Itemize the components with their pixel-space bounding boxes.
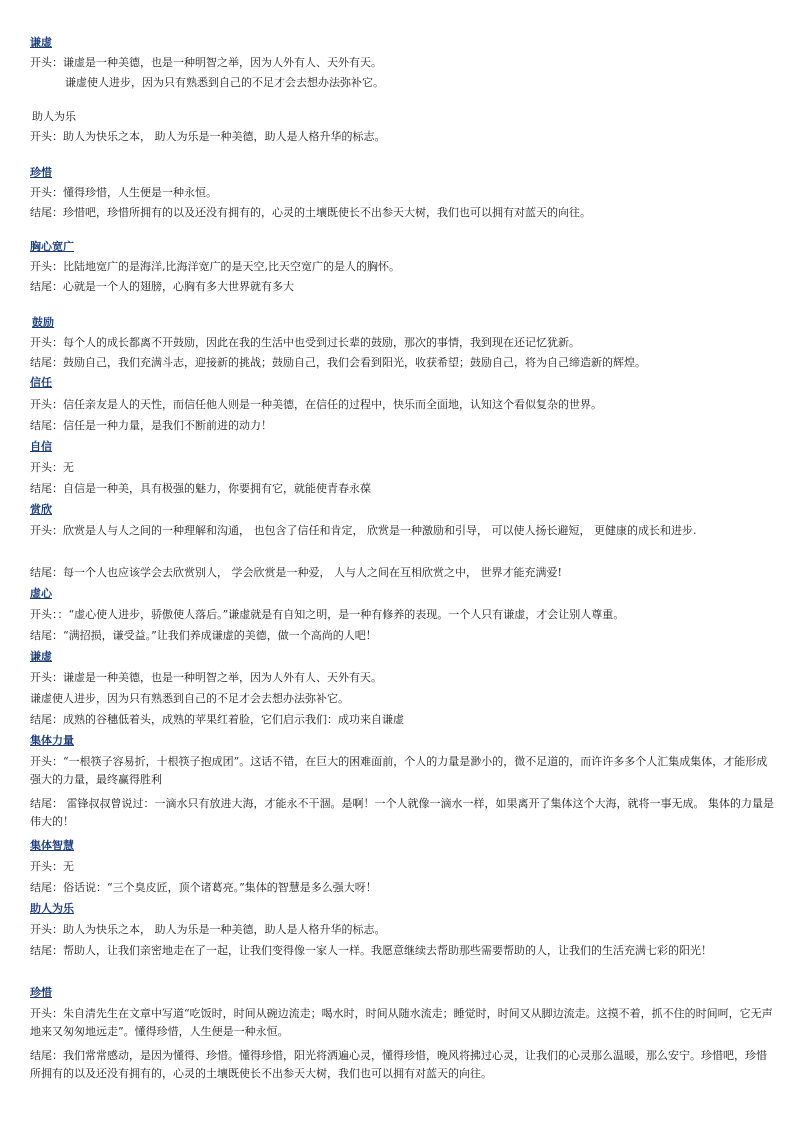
- closing-line: 结尾：我们常常感动，是因为懂得、珍惜。懂得珍惜，阳光将洒遍心灵，懂得珍惜，晚风将拂过心灵，让我们的心灵那么温暖，那么安宁。珍惜吧，珍惜所拥有的以及还没有拥有的，心灵的土壤既使长不出参天大树，我们也可以拥有对蓝天的向往。: [30, 1049, 767, 1080]
- closing-line: 结尾：帮助人，让我们亲密地走在了一起，让我们变得像一家人一样。我愿意继续去帮助那些需要帮助的人，让我们的生活充满七彩的阳光！: [30, 944, 712, 957]
- opening-line: 开头：信任亲友是人的天性，而信任他人则是一种美德，在信任的过程中，快乐而全面地，认知这个看似复杂的世界。: [30, 398, 602, 411]
- closing-line: 结尾：信任是一种力量，是我们不断前进的动力！: [30, 419, 272, 432]
- closing-line: 结尾：心就是一个人的翅膀，心胸有多大世界就有多大: [30, 280, 294, 293]
- closing-line: 结尾：鼓励自己，我们充满斗志，迎接新的挑战；鼓励自己，我们会看到阳光，收获希望；鼓励自己，将为自己缔造新的辉煌。: [30, 356, 646, 369]
- opening-line: 开头：谦虚是一种美德，也是一种明智之举，因为人外有人、天外有天。: [30, 56, 382, 69]
- heading-xinren: 信任: [30, 376, 52, 389]
- opening-line: 开头：比陆地宽广的是海洋,比海洋宽广的是天空,比天空宽广的是人的胸怀。: [30, 260, 400, 273]
- opening-line: 开头：欣赏是人与人之间的一种理解和沟通， 也包含了信任和肯定， 欣赏是一种激励和引导， 可以使人扬长避短， 更健康的成长和进步.: [30, 524, 697, 537]
- heading-zhurenweile: 助人为乐: [32, 110, 76, 123]
- opening-line: 开头：谦虚是一种美德，也是一种明智之举，因为人外有人、天外有天。: [30, 671, 382, 684]
- opening-line: 开头：朱自清先生在文章中写道“吃饭时，时间从碗边流走；喝水时，时间从随水流走；睡觉时，时间又从脚边流走。这摸不着，抓不住的时间呵，它无声地来又匆匆地远走”。懂得珍惜，人生便是一种永恒。: [30, 1007, 773, 1038]
- opening-line: 开头：每个人的成长都离不开鼓励，因此在我的生活中也受到过长辈的鼓励，那次的事情，我到现在还记忆犹新。: [30, 336, 580, 349]
- closing-line: 结尾：自信是一种美，具有极强的魅力，你要拥有它，就能使青春永葆: [30, 482, 371, 495]
- heading-xuxin: 虚心: [30, 587, 52, 600]
- opening-line: 开头：“一根筷子容易折，十根筷子抱成团”。这话不错，在巨大的困难面前，个人的力量是渺小的，微不足道的，而许许多多个人汇集成集体，才能形成强大的力量，最终赢得胜利: [30, 755, 768, 786]
- closing-line: 结尾：“满招损，谦受益。”让我们养成谦虚的美德，做一个高尚的人吧！: [30, 629, 377, 642]
- opening-line-continued: 谦虚使人进步，因为只有熟悉到自己的不足才会去想办法弥补它。: [65, 76, 384, 89]
- heading-zhenxi-2: 珍惜: [30, 986, 52, 999]
- opening-line: 开头：：“虚心使人进步，骄傲使人落后。”谦虚就是有自知之明，是一种有修养的表现。一个人只有谦虚，才会让别人尊重。: [30, 608, 625, 621]
- opening-line-continued: 谦虚使人进步，因为只有熟悉到自己的不足才会去想办法弥补它。: [30, 692, 349, 705]
- heading-qianxu: 谦虚: [30, 36, 52, 49]
- heading-zixin: 自信: [30, 440, 52, 453]
- opening-line: 开头：无: [30, 461, 74, 474]
- heading-xiongxinkuanguang: 胸心宽广: [30, 240, 74, 253]
- opening-line: 开头：懂得珍惜，人生便是一种永恒。: [30, 186, 217, 199]
- heading-zhurenweile-2: 助人为乐: [30, 902, 74, 915]
- opening-line: 开头：助人为快乐之本， 助人为乐是一种美德，助人是人格升华的标志。: [30, 130, 386, 143]
- heading-zhenxi: 珍惜: [30, 166, 52, 179]
- heading-jitililiang: 集体力量: [30, 734, 74, 747]
- closing-line: 结尾： 雷锋叔叔曾说过：一滴水只有放进大海，才能永不干涸。是啊！一个人就像一滴水一样，如果离开了集体这个大海，就将一事无成。 集体的力量是伟大的！: [30, 797, 774, 828]
- opening-line: 开头：助人为快乐之本， 助人为乐是一种美德，助人是人格升华的标志。: [30, 923, 386, 936]
- closing-line: 结尾：俗话说：“三个臭皮匠，顶个诸葛亮。”集体的智慧是多么强大呀！: [30, 881, 377, 894]
- closing-line: 结尾：成熟的谷穗低着头，成熟的苹果红着脸，它们启示我们：成功来自谦虚: [30, 713, 404, 726]
- opening-line: 开头：无: [30, 860, 74, 873]
- closing-line: 结尾：珍惜吧，珍惜所拥有的以及还没有拥有的，心灵的土壤既使长不出参天大树，我们也可以拥有对蓝天的向往。: [30, 206, 591, 219]
- heading-guli: 鼓励: [32, 316, 54, 329]
- closing-line: 结尾：每一个人也应该学会去欣赏别人， 学会欣赏是一种爱， 人与人之间在互相欣赏之中， 世界才能充满爱!: [30, 566, 562, 579]
- heading-shangxin: 赏欣: [30, 503, 52, 516]
- heading-jitizhihui: 集体智慧: [30, 839, 74, 852]
- heading-qianxu-2: 谦虚: [30, 650, 52, 663]
